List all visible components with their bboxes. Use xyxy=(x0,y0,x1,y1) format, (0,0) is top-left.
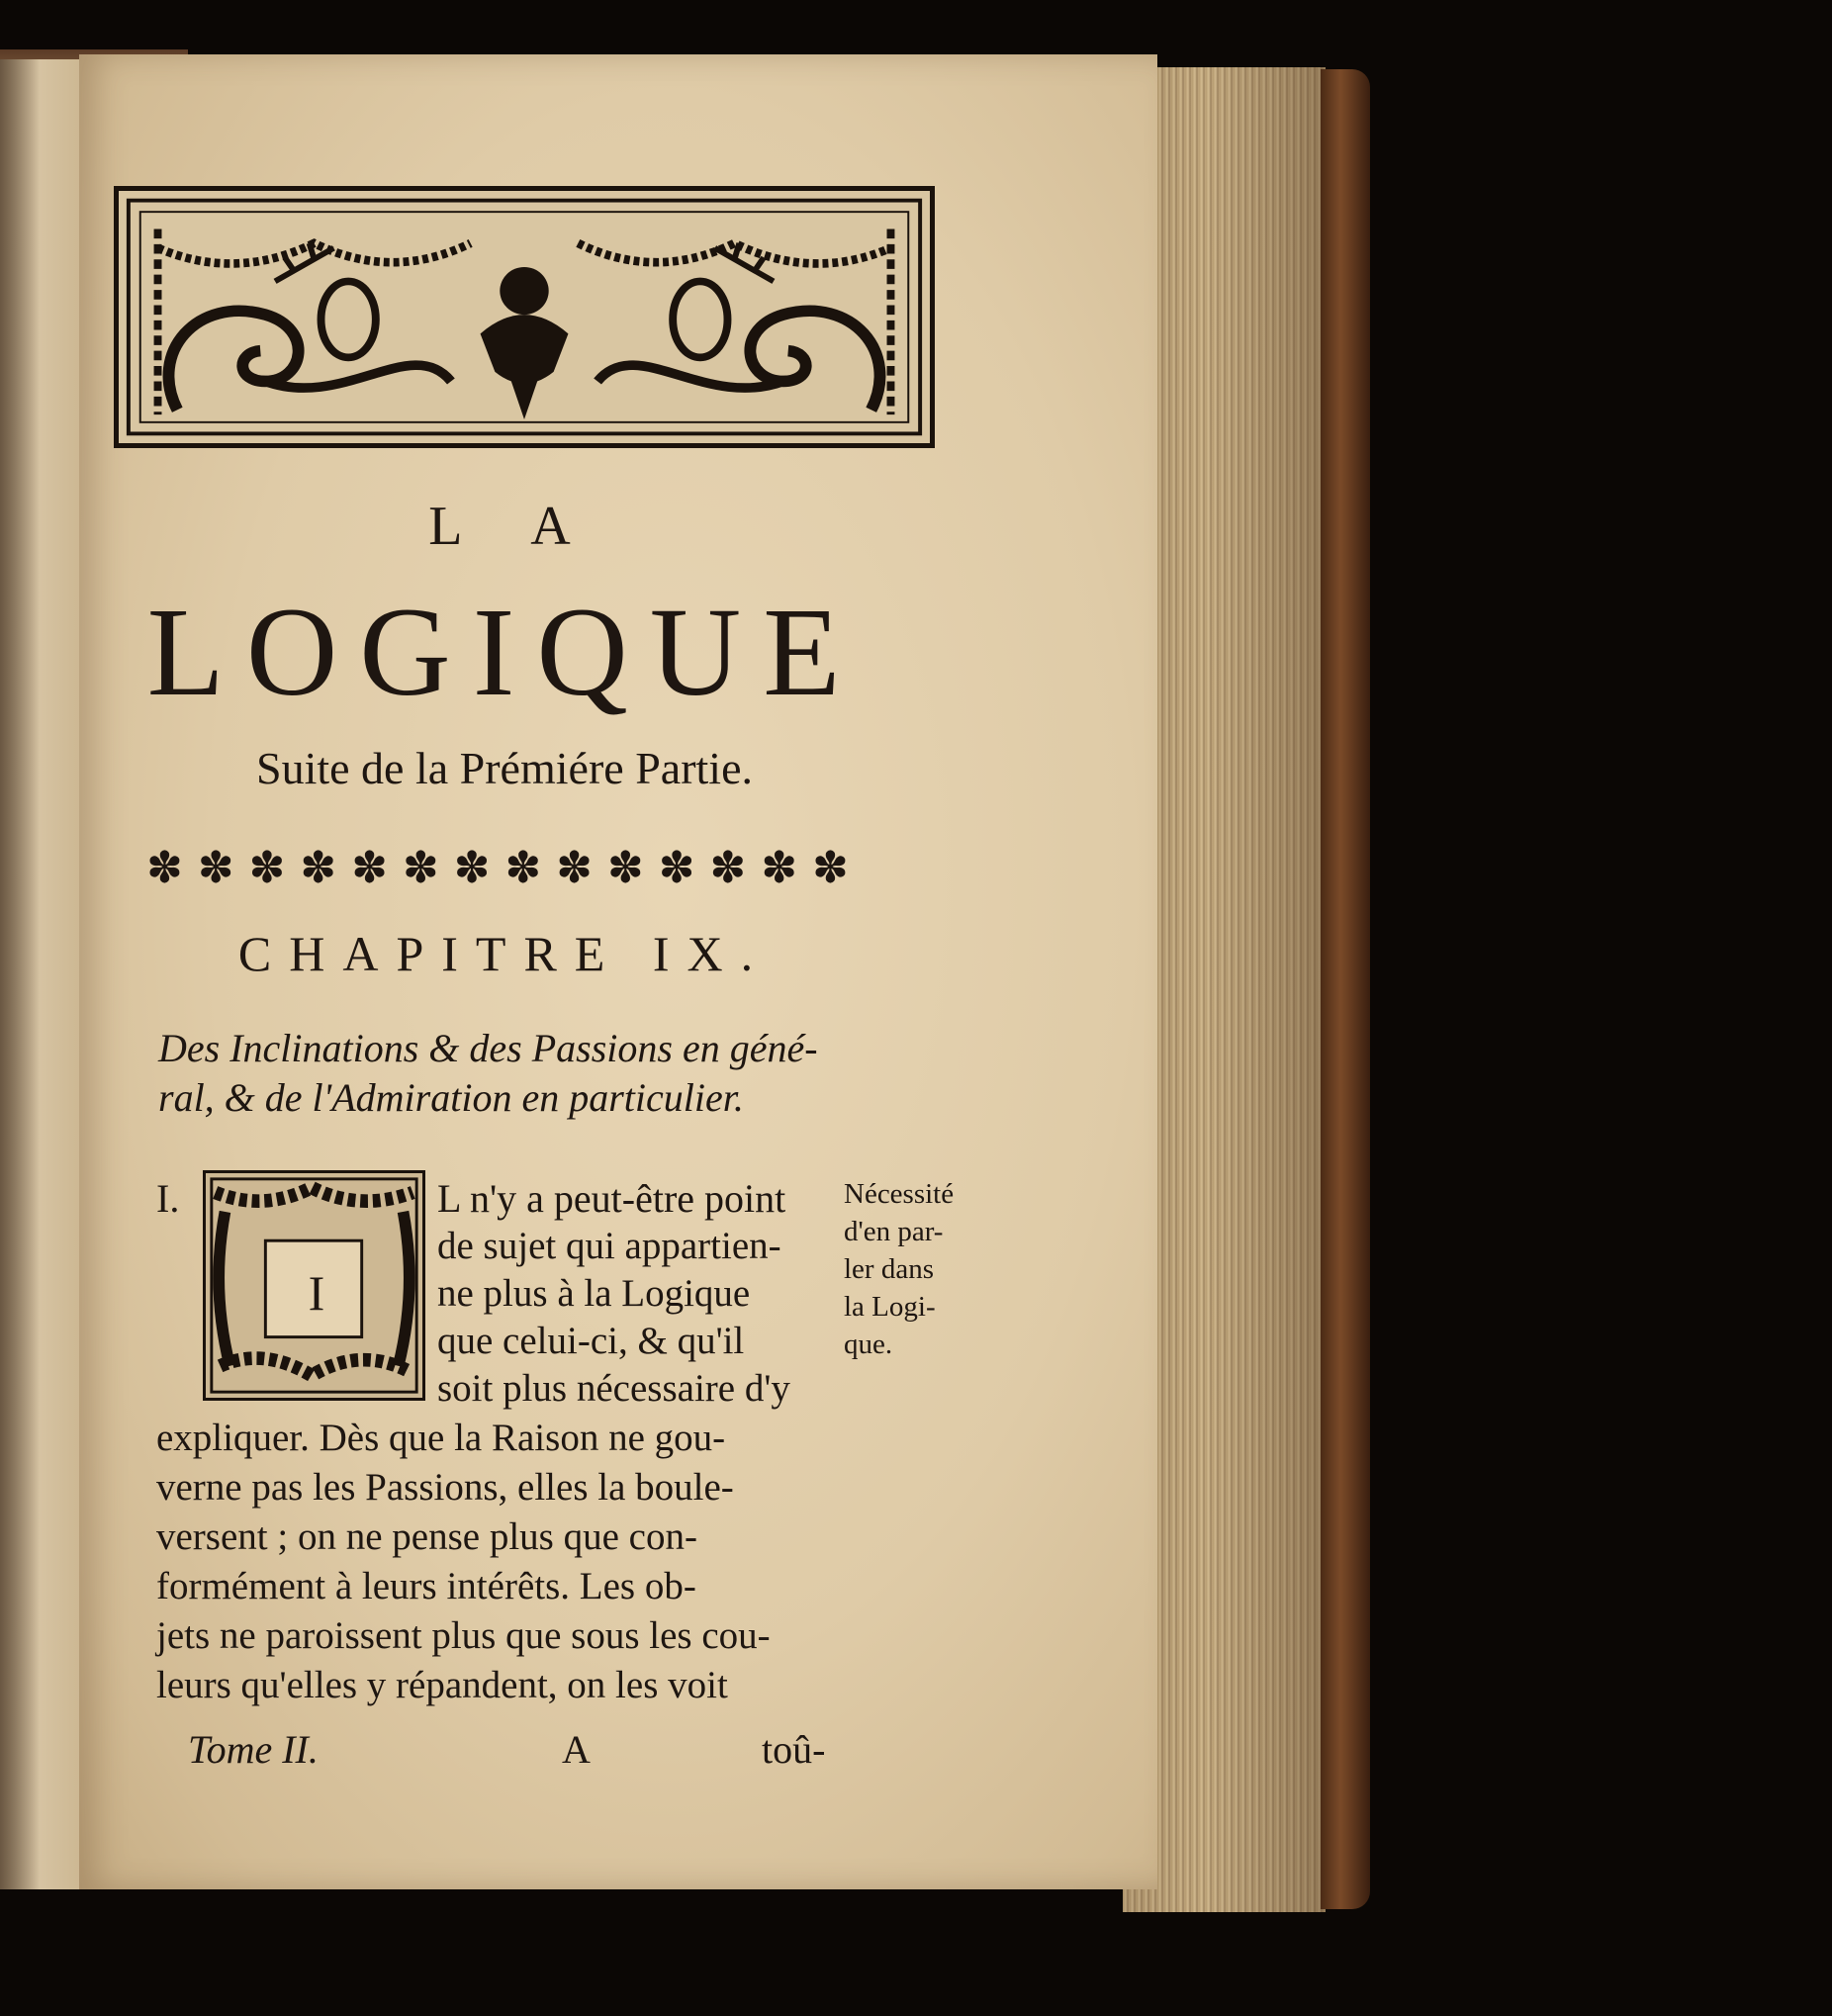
body-text-line: L n'y a peut-être point xyxy=(437,1176,786,1221)
body-text-line: versent ; on ne pense plus que con- xyxy=(156,1515,697,1558)
body-text-line: formément à leurs intérêts. Les ob- xyxy=(156,1565,696,1607)
chapter-heading: CHAPITRE IX. xyxy=(237,926,772,981)
margin-note-line: que. xyxy=(844,1329,893,1360)
fleuron-icon: ✽ xyxy=(351,844,388,892)
book-title: LOGIQUE xyxy=(146,582,863,722)
body-text-line: que celui-ci, & qu'il xyxy=(437,1320,745,1362)
body-text-line: jets ne paroissent plus que sous les cou- xyxy=(156,1614,771,1657)
chapter-title-line: ral, & de l'Admiration en particulier. xyxy=(158,1075,744,1120)
chapter-title-line: Des Inclinations & des Passions en géné- xyxy=(158,1026,818,1070)
volume-signature: Tome II. xyxy=(188,1727,319,1772)
fleuron-icon: ✽ xyxy=(248,844,286,892)
fleuron-icon: ✽ xyxy=(761,844,798,892)
margin-note-line: d'en par- xyxy=(844,1216,944,1247)
fleuron-icon: ✽ xyxy=(300,844,337,892)
body-text-line: ne plus à la Logique xyxy=(437,1272,751,1315)
drop-cap-letter: I xyxy=(308,1265,325,1321)
book-binding xyxy=(1321,69,1370,1909)
gutter-shadow xyxy=(0,59,40,1889)
fleuron-icon: ✽ xyxy=(606,844,644,892)
drop-cap-ornament xyxy=(203,1170,425,1401)
book-subtitle: Suite de la Prémiére Partie. xyxy=(255,743,753,793)
body-text-line: de sujet qui appartien- xyxy=(437,1225,781,1267)
margin-note-line: la Logi- xyxy=(844,1291,936,1323)
fleuron-icon: ✽ xyxy=(453,844,491,892)
fleuron-rule xyxy=(146,844,849,893)
body-text-line: soit plus nécessaire d'y xyxy=(437,1367,790,1410)
fleuron-icon: ✽ xyxy=(402,844,439,892)
headpiece-ornament xyxy=(114,186,935,448)
margin-note-line: ler dans xyxy=(844,1253,934,1285)
fleuron-icon: ✽ xyxy=(146,844,183,892)
margin-note-line: Nécessité xyxy=(844,1178,955,1210)
catchword: toû- xyxy=(762,1727,826,1772)
section-number: I. xyxy=(156,1176,180,1221)
fleuron-icon: ✽ xyxy=(709,844,747,892)
fleuron-icon: ✽ xyxy=(556,844,593,892)
body-text-line: expliquer. Dès que la Raison ne gou- xyxy=(156,1417,726,1459)
fleuron-icon: ✽ xyxy=(658,844,695,892)
fleuron-icon: ✽ xyxy=(504,844,542,892)
fleuron-icon: ✽ xyxy=(197,844,234,892)
fleuron-icon: ✽ xyxy=(811,844,849,892)
ornament-icon xyxy=(119,191,930,443)
body-text-line: leurs qu'elles y répandent, on les voit xyxy=(156,1664,728,1706)
title-article: L A xyxy=(428,496,600,557)
gathering-mark: A xyxy=(562,1727,591,1772)
body-text-line: verne pas les Passions, elles la boule- xyxy=(156,1466,734,1509)
